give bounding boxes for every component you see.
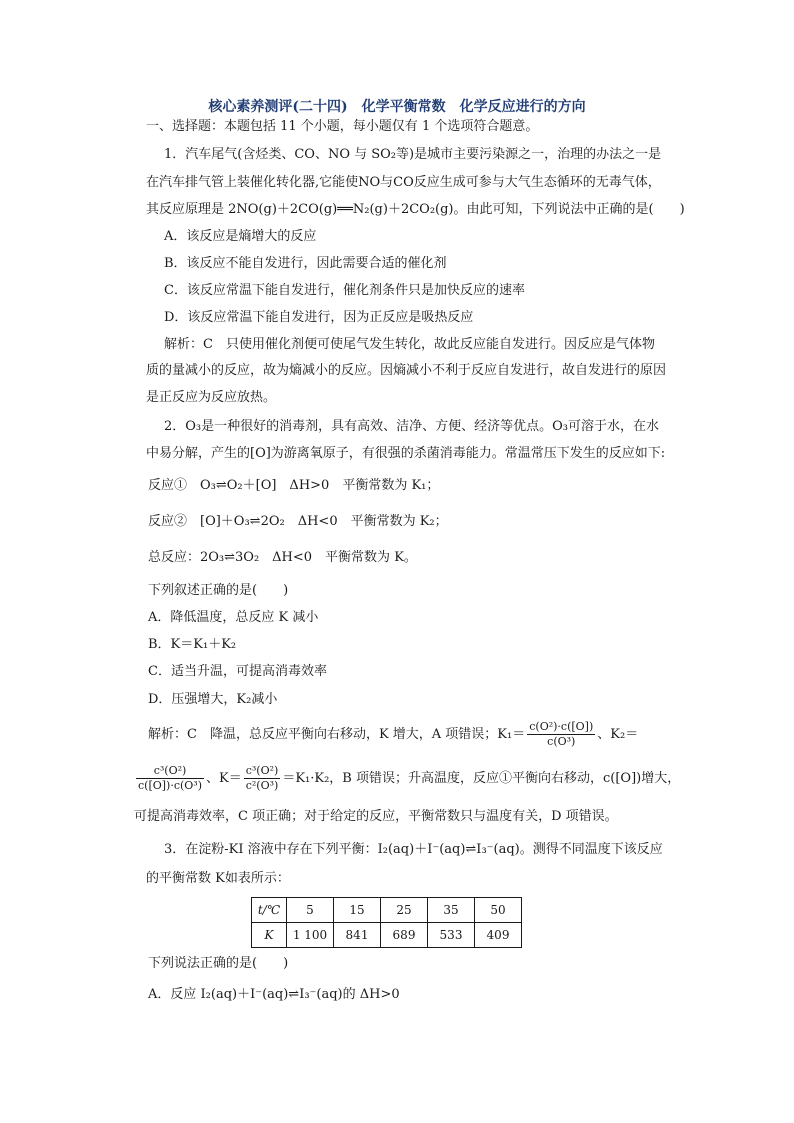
fraction-k2-numerator: c³(O²) — [136, 764, 204, 779]
section-heading: 一、选择题：本题包括 11 个小题，每小题仅有 1 个选项符合题意。 — [146, 119, 539, 134]
table-cell: 409 — [475, 923, 522, 948]
fraction-k — [244, 764, 281, 793]
q3-option-a: A．反应 I₂(aq)＋I⁻(aq)⇌I₃⁻(aq)的 ΔH>0 — [148, 987, 400, 1002]
table-row — [252, 923, 522, 948]
q2-option-d: D．压强增大，K₂减小 — [148, 692, 278, 707]
q3-line-2: 的平衡常数 K如表所示： — [146, 871, 290, 886]
q1-line-2: 在汽车排气管上装催化转化器,它能使NO与CO反应生成可参与大气生态循环的无毒气体， — [146, 175, 661, 190]
table-cell: 533 — [428, 923, 475, 948]
table-cell: 841 — [334, 923, 381, 948]
q1-line-1: 1．汽车尾气(含烃类、CO、NO 与 SO₂等)是城市主要污染源之一，治理的办法之一是 — [164, 147, 662, 162]
q2-explanation-3: 可提高消毒效率，C 项正确；对于给定的反应，平衡常数只与温度有关，D 项错误。 — [134, 809, 618, 824]
q1-option-c: C．该反应常温下能自发进行，催化剂条件只是加快反应的速率 — [164, 283, 525, 298]
page-title: 核心素养测评(二十四) 化学平衡常数 化学反应进行的方向 — [208, 99, 586, 115]
q2-question: 下列叙述正确的是( ) — [148, 583, 289, 598]
q2-option-b: B．K＝K₁＋K₂ — [148, 637, 237, 652]
table-cell: 25 — [381, 898, 428, 923]
q2-expl-2b: ＝K₁·K₂，B 项错误；升高温度，反应①平衡向右移动，c([O])增大， — [282, 771, 681, 786]
q2-reaction-2: 反应② [O]＋O₃⇌2O₂ ΔH<0 平衡常数为 K₂； — [148, 514, 448, 529]
q1-option-a: A．该反应是熵增大的反应 — [164, 229, 317, 244]
q2-option-c: C．适当升温，可提高消毒效率 — [148, 664, 327, 679]
table-cell: 1 100 — [287, 923, 334, 948]
q2-explanation-2 — [134, 764, 680, 793]
fraction-k1-denominator: c(O³) — [547, 735, 576, 748]
table-cell: 5 — [287, 898, 334, 923]
q2-expl-1a: 解析：C 降温，总反应平衡向右移动，K 增大，A 项错误；K₁＝ — [148, 727, 526, 742]
q2-expl-1b: 、K₂＝ — [597, 727, 639, 742]
table-cell: K — [252, 923, 287, 948]
q2-expl-2a: 、K＝ — [206, 771, 242, 786]
q2-line-1: 2．O₃是一种很好的消毒剂，具有高效、洁净、方便、经济等优点。O₃可溶于水，在水 — [164, 419, 660, 434]
table-cell: 689 — [381, 923, 428, 948]
q1-line-3: 其反应原理是 2NO(g)＋2CO(g)══N₂(g)＋2CO₂(g)。由此可知，下列说法中正确的是( ) — [146, 202, 685, 217]
fraction-k1-numerator: c(O²)·c([O]) — [529, 720, 594, 733]
table-cell: t/℃ — [252, 898, 287, 923]
q2-explanation-1 — [148, 720, 638, 749]
fraction-k-denominator: c²(O³) — [245, 779, 279, 792]
q1-option-b: B．该反应不能自发进行，因此需要合适的催化剂 — [164, 256, 447, 271]
table-cell: 50 — [475, 898, 522, 923]
fraction-k-numerator: c³(O²) — [245, 764, 279, 777]
table-row — [252, 898, 522, 923]
fraction-k2-denominator: c([O])·c(O³) — [138, 779, 203, 792]
q3-line-1: 3．在淀粉-KI 溶液中存在下列平衡：I₂(aq)＋I⁻(aq)⇌I₃⁻(aq)。测得不同温度下该反应 — [164, 842, 663, 857]
q2-reaction-total: 总反应：2O₃⇌3O₂ ΔH<0 平衡常数为 K。 — [148, 550, 417, 565]
q1-option-d: D．该反应常温下能自发进行，因为正反应是吸热反应 — [164, 310, 474, 325]
equilibrium-constant-table — [251, 897, 522, 948]
fraction-k2 — [136, 764, 204, 793]
q1-explanation-2: 质的量减小的反应，故为熵减小的反应。因熵减小不利于反应自发进行，故自发进行的原因 — [146, 363, 667, 378]
q3-question: 下列说法正确的是( ) — [148, 956, 289, 971]
fraction-k1 — [527, 720, 595, 749]
q2-line-2: 中易分解，产生的[O]为游离氧原子，有很强的杀菌消毒能力。常温常压下发生的反应如下: — [146, 446, 666, 461]
q1-explanation-3: 是正反应为反应放热。 — [146, 390, 277, 405]
q2-reaction-1: 反应① O₃⇌O₂＋[O] ΔH>0 平衡常数为 K₁； — [148, 478, 440, 493]
q2-option-a: A．降低温度，总反应 K 减小 — [148, 610, 319, 625]
q1-explanation-1: 解析：C 只使用催化剂便可使尾气发生转化，故此反应能自发进行。因反应是气体物 — [164, 337, 655, 352]
table-cell: 35 — [428, 898, 475, 923]
table-cell: 15 — [334, 898, 381, 923]
